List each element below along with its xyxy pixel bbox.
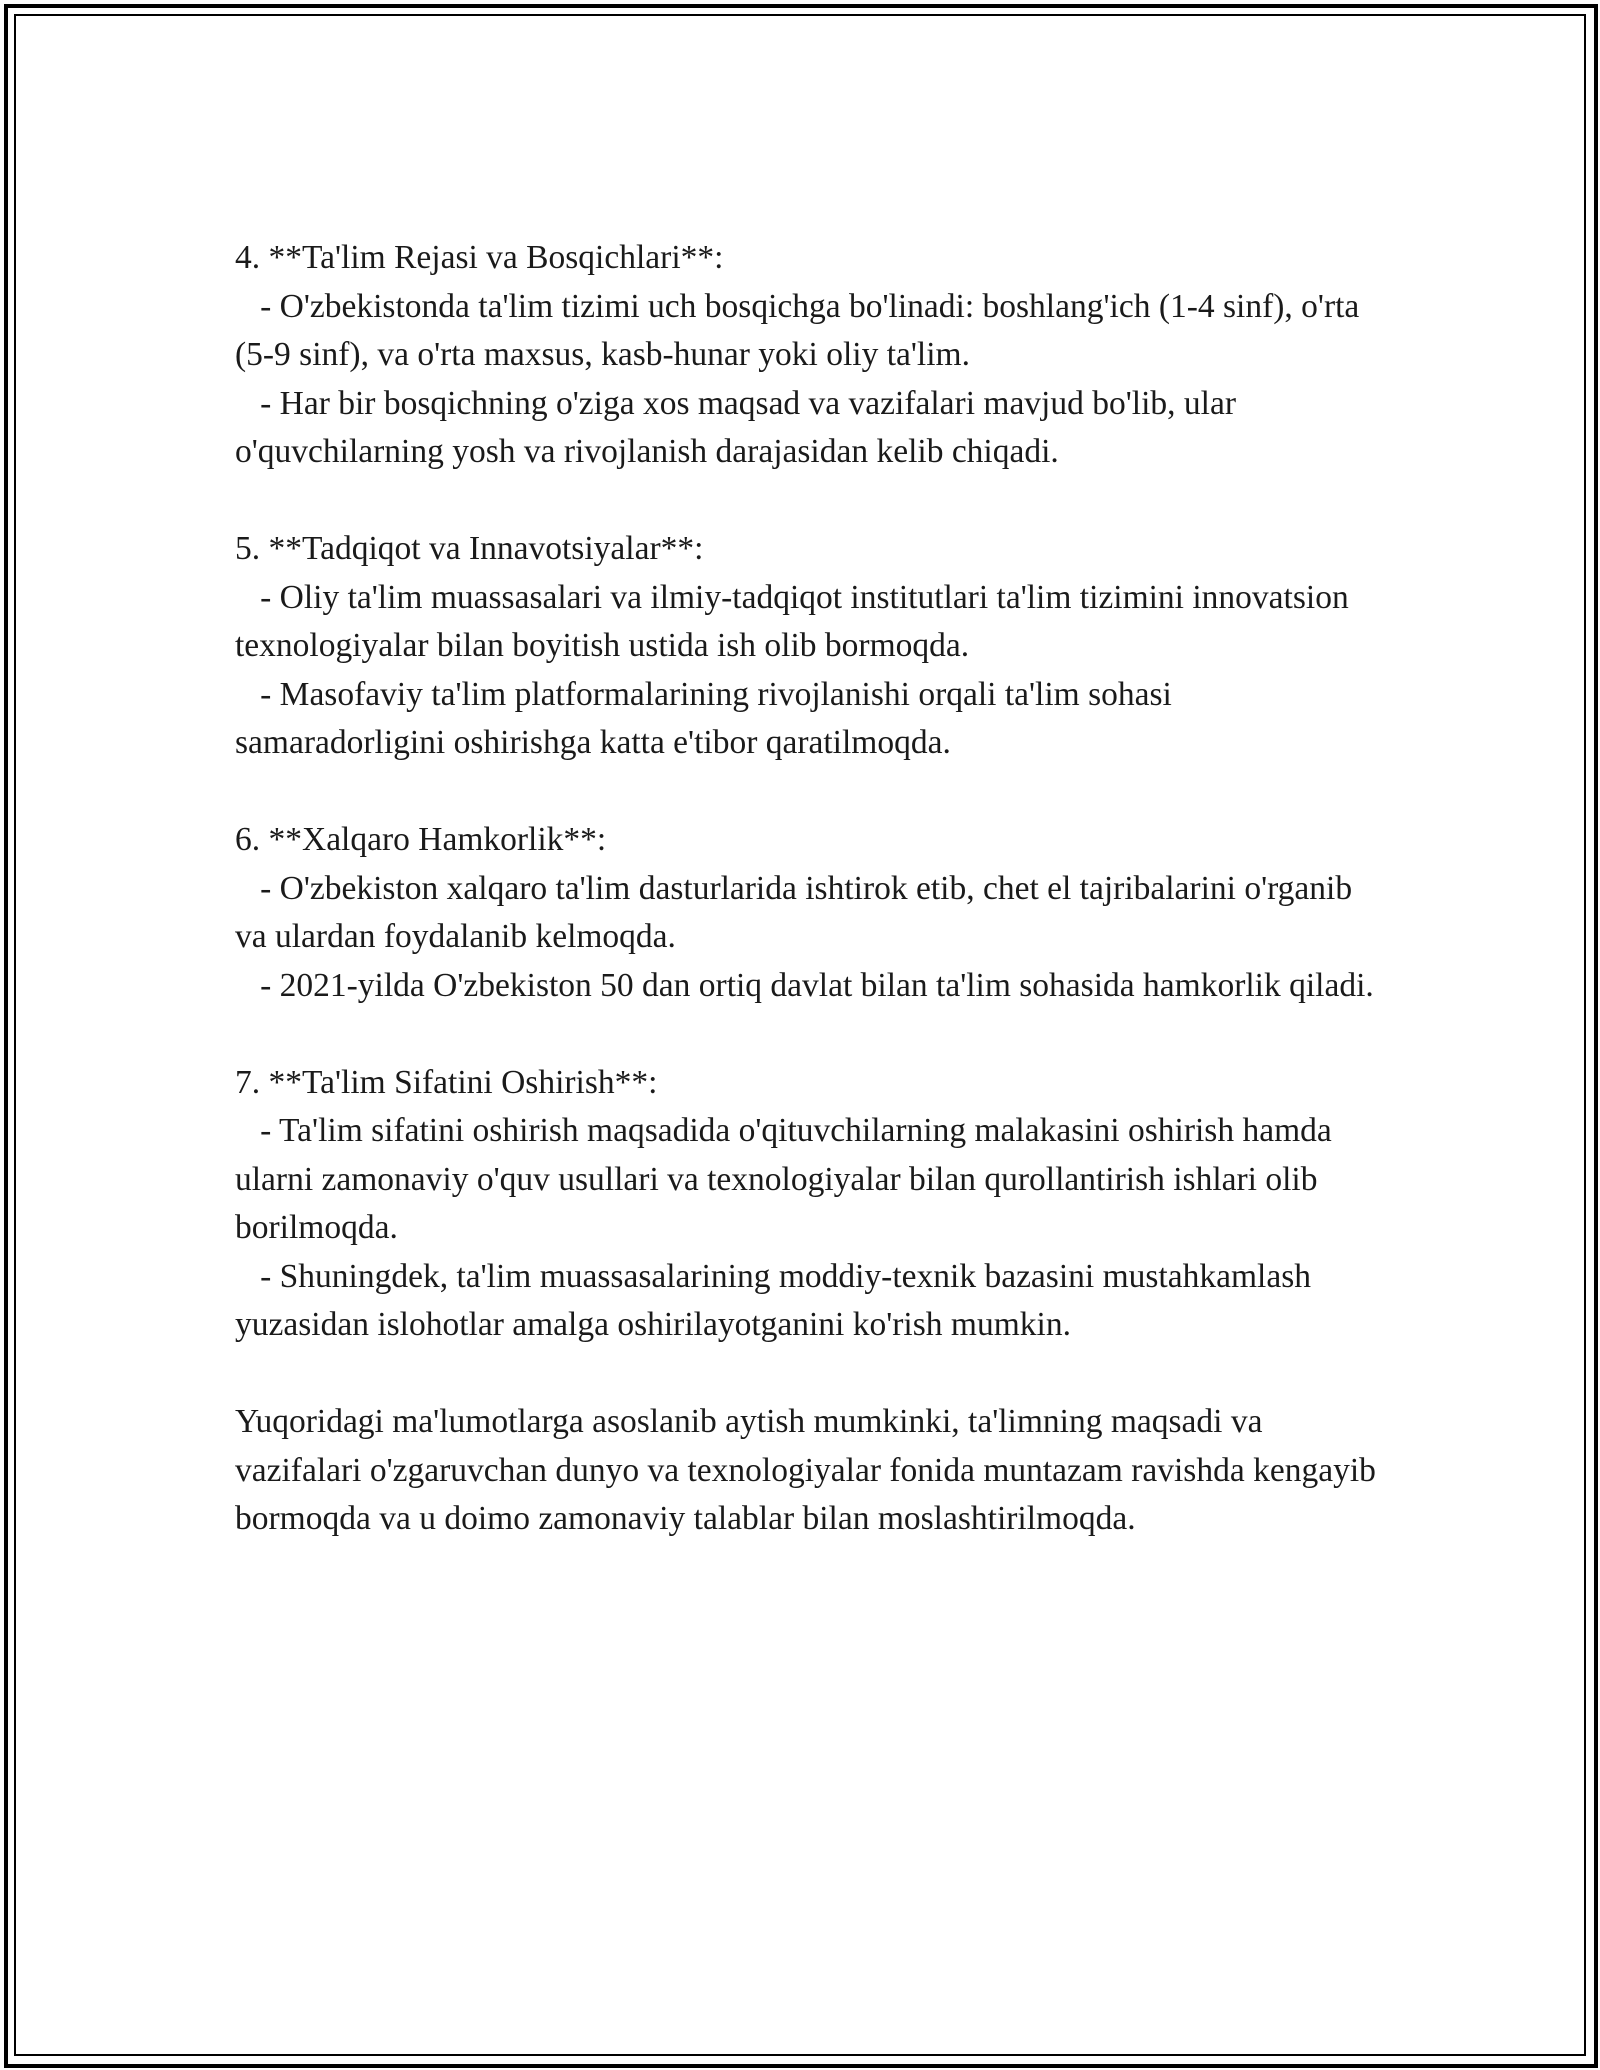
document-body — [235, 234, 1385, 1544]
bullet-item: - Ta'lim sifatini oshirish maqsadida o'qituvchilarning malakasini oshirish hamda ularni zamonaviy o'quv usullari va texnologiyalar bilan qurollantirish ishlari olib borilmoqda. — [235, 1112, 1341, 1246]
section-4 — [235, 234, 1385, 477]
bullet-item: - Shuningdek, ta'lim muassasalarining moddiy-texnik bazasini mustahkamlash yuzasidan islohotlar amalga oshirilayotganini ko'rish mumkin. — [235, 1257, 1320, 1343]
section-heading: 6. **Xalqaro Hamkorlik**: — [235, 821, 607, 858]
bullet-item: - O'zbekiston xalqaro ta'lim dasturlarida ishtirok etib, chet el tajribalarini o'rganib va ulardan foydalanib kelmoqda. — [235, 869, 1361, 955]
section-heading: 7. **Ta'lim Sifatini Oshirish**: — [235, 1063, 658, 1101]
bullet-item: - O'zbekistonda ta'lim tizimi uch bosqichga bo'linadi: boshlang'ich (1-4 sinf), o'rta (5-9 sinf), va o'rta maxsus, kasb-hunar yoki oliy ta'lim. — [235, 287, 1368, 373]
section-6 — [235, 816, 1385, 1010]
conclusion-paragraph: Yuqoridagi ma'lumotlarga asoslanib aytish mumkinki, ta'limning maqsadi va vazifalari o'zgaruvchan dunyo va texnologiyalar fonida muntazam ravishda kengayib bormoqda va u doimo zamonaviy talablar bilan moslashtirilmoqda. — [235, 1403, 1376, 1537]
bullet-item: - Oliy ta'lim muassasalari va ilmiy-tadqiqot institutlari ta'lim tizimini innovatsion texnologiyalar bilan boyitish ustida ish olib bormoqda. — [235, 578, 1358, 664]
bullet-item: - Har bir bosqichning o'ziga xos maqsad va vazifalari mavjud bo'lib, ular o'quvchilarning yosh va rivojlanish darajasidan kelib chiqadi. — [235, 384, 1245, 470]
section-heading: 5. **Tadqiqot va Innavotsiyalar**: — [235, 530, 704, 567]
bullet-item: - Masofaviy ta'lim platformalarining rivojlanishi orqali ta'lim sohasi samaradorligini oshirishga katta e'tibor qaratilmoqda. — [235, 675, 1181, 761]
bullet-item: - 2021-yilda O'zbekiston 50 dan ortiq davlat bilan ta'lim sohasida hamkorlik qiladi. — [235, 966, 1374, 1004]
section-7 — [235, 1059, 1385, 1350]
section-heading: 4. **Ta'lim Rejasi va Bosqichlari**: — [235, 239, 724, 276]
section-5 — [235, 525, 1385, 768]
